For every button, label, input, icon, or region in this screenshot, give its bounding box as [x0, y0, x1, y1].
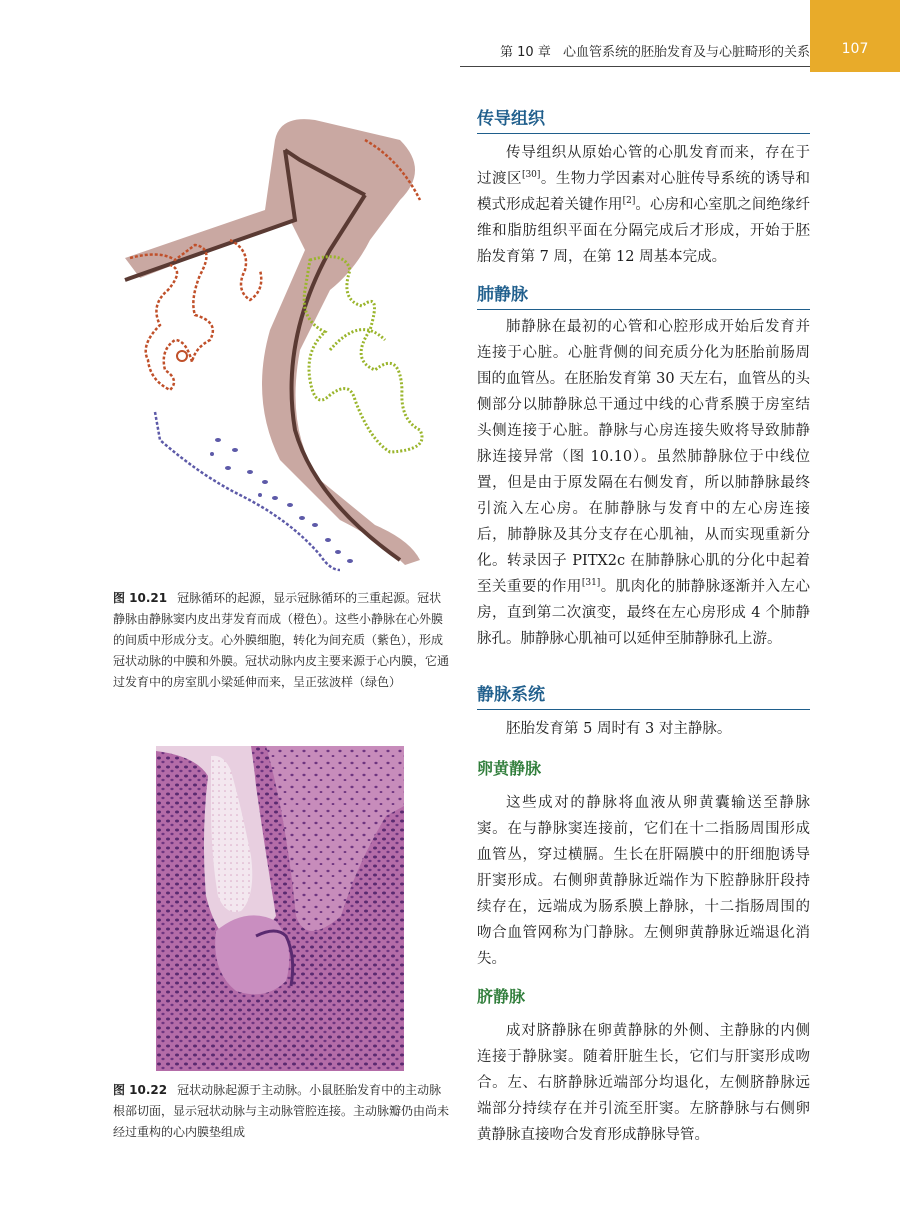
running-header [460, 41, 810, 60]
green-sinusoid-2 [330, 330, 385, 350]
section-title-pulmonary: 肺静脉 [477, 280, 810, 310]
figure-caption [113, 588, 453, 693]
paragraph-umbilical: 成对脐静脉在卵黄静脉的外侧、主静脉的内侧连接于静脉窦。随着肝脏生长，它们与肝窦形成吻合。左、右脐静脉近端部分均退化，左侧脐静脉远端部分持续存在并引流至肝窦。左脐静脉与右侧卵黄静脉直接吻合发育形成静脉导管。 [477, 1023, 810, 1143]
text-segment: 。心房和心室肌之间绝缘纤维和脂肪组织平面在分隔完成后才形成，开始于胚胎发育第 7 周，在第 12 周基本完成。 [477, 197, 811, 265]
text-segment: 。肌肉化的肺静脉逐渐并入左心房，直到第二次演变，最终在左心房形成 4 个肺静脉孔。肺静脉心肌袖可以延伸至肺静脉孔上游。 [477, 579, 811, 647]
text-segment: 肺静脉在最初的心管和心腔形成开始后发育并连接于心脏。心脏背侧的间充质分化为胚胎前肠周围的血管丛。在胚胎发育第 30 天左右，血管丛的头侧部分以肺静脉总干通过中线的心背系膜于房室结头侧连接于心脏。静脉与心房连接失败将导致肺静脉连接异常（图 10.10）。虽然肺静脉位于中线位置，但是由于原发隔在右侧发育，所以肺静脉最终引流入左心房。在肺静脉与发育中的左心房连接后，肺静脉及其分支存在心肌袖，从而实现重新分化。转录因子 PITX2c 在肺静脉心肌的分化中起着至关重要的作用 [477, 319, 810, 595]
coronary-origin-diagram [100, 100, 440, 580]
chapter-number: 第 10 章 [500, 45, 551, 60]
orange-venous-sprout-2 [230, 240, 261, 300]
paragraph-conduction [477, 140, 810, 270]
page-number-tab [810, 0, 900, 72]
figure-caption-text: 冠脉循环的起源，显示冠脉循环的三重起源。冠状静脉由静脉窦内皮出芽发育而成（橙色）。这些小静脉在心外膜的间质中形成分支。心外膜细胞，转化为间充质（紫色），形成冠状动脉的中膜和外膜。冠状动脉内皮主要来源于心内膜，它通过发育中的房室肌小梁延伸而来，呈正弦波样（绿色） [113, 591, 450, 689]
paragraph-pulmonary [477, 314, 810, 652]
orange-vessel-profile [177, 351, 187, 361]
header-rule [460, 66, 810, 67]
section-title-venous: 静脉系统 [477, 680, 810, 710]
text-segment: 。生物力学因素对心脏传导系统的诱导和模式形成起着关键作用 [477, 171, 811, 213]
citation: [2] [622, 196, 636, 207]
figure-caption-text: 冠状动脉起源于主动脉。小鼠胚胎发育中的主动脉根部切面，显示冠状动脉与主动脉管腔连接。主动脉瓣仍由尚未经过重构的心内膜垫组成 [113, 1083, 450, 1139]
section-title-conduction: 传导组织 [477, 104, 810, 134]
histology-micrograph [156, 746, 404, 1071]
text-segment: 传导组织从原始心管的心肌发育而来，存在于过渡区 [477, 145, 810, 187]
subsection-title-umbilical: 脐静脉 [477, 987, 526, 1006]
citation: [31] [581, 578, 601, 589]
figure-caption [113, 1080, 453, 1143]
paragraph-venous: 胚胎发育第 5 周时有 3 对主静脉。 [506, 721, 732, 737]
page-number: 107 [841, 41, 869, 57]
figure-label: 图 10.21 [113, 591, 168, 605]
paragraph-vitelline: 这些成对的静脉将血液从卵黄囊输送至静脉窦。在与静脉窦连接前，它们在十二指肠周围形成血管丛，穿过横膈。生长在肝隔膜中的肝细胞诱导肝窦形成。右侧卵黄静脉近端作为下腔静脉肝段持续存在，远端成为肠系膜上静脉，十二指肠周围的吻合血管网称为门静脉。左侧卵黄静脉近端退化消失。 [477, 795, 810, 967]
figure-label: 图 10.22 [113, 1083, 168, 1097]
subsection-title-vitelline: 卵黄静脉 [477, 759, 542, 778]
chapter-title: 心血管系统的胚胎发育及与心脏畸形的关系 [562, 45, 810, 60]
citation: [30] [521, 170, 541, 181]
